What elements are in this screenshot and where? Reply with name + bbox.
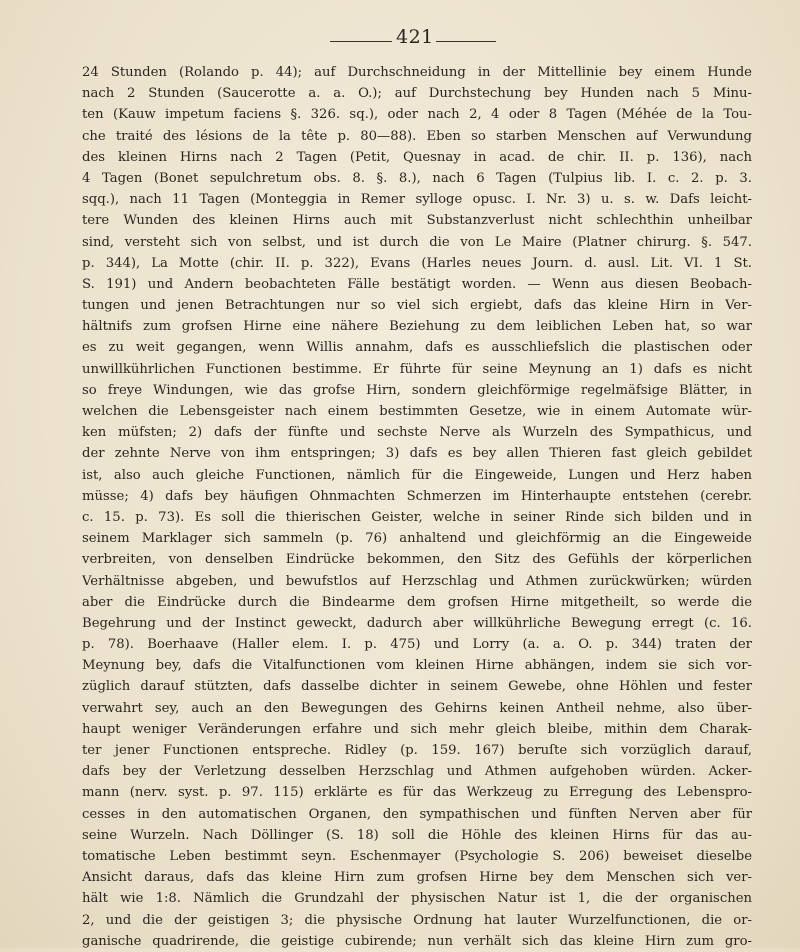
text-line: seinem Marklager sich sammeln (p. 76) anhaltend und gleichförmig an die Eingeweide [82,531,752,547]
text-line: tere Wunden des kleinen Hirns auch mit Substanzverlust nicht schlechthin unheilbar [82,213,752,229]
text-line: ten (Kauw impetum faciens §. 326. sq.), oder nach 2, 4 oder 8 Tagen (Méhée de la Tou- [82,107,752,123]
page-number: 421 [396,26,434,48]
text-line: p. 78). Boerhaave (Haller elem. I. p. 475) und Lorry (a. a. O. p. 344) traten der [82,637,752,653]
text-line: verbreiten, von denselben Eindrücke bekommen, den Sitz des Gefühls der körperlichen [82,552,752,568]
text-line: S. 191) und Andern beobachteten Fälle bestätigt worden. — Wenn aus diesen Beobach- [82,276,752,292]
text-line: es zu weit gegangen, wenn Willis annahm, dafs es ausschliefslich die plastischen oder [82,340,752,356]
text-line: dafs bey der Verletzung desselben Herzschlag und Athmen aufgehoben würden. Acker- [82,764,752,780]
text-line: verwahrt sey, auch an den Bewegungen des Gehirns keinen Antheil nehme, also über- [82,700,752,716]
text-line: hältnifs zum grofsen Hirne eine nähere Beziehung zu dem leiblichen Leben hat, so war [82,319,752,335]
text-line: c. 15. p. 73). Es soll die thierischen Geister, welche in seiner Rinde sich bilden und in [82,509,752,525]
text-line: ist, also auch gleiche Functionen, nämlich für die Eingeweide, Lungen und Herz haben [82,467,752,483]
text-line: müsse; 4) dafs bey häufigen Ohnmachten Schmerzen im Hinterhaupte entstehen (cerebr. [82,488,752,504]
text-line: tungen und jenen Betrachtungen nur so viel sich ergiebt, dafs das kleine Hirn in Ver- [82,298,752,314]
text-line: cesses in den automatischen Organen, den sympathischen und fünften Nerven aber für [82,806,752,822]
header-rule-left [330,41,392,42]
text-line: welchen die Lebensgeister nach einem bestimmten Gesetze, wie in einem Automate wür- [82,404,752,419]
text-line: Begehrung und der Instinct geweckt, dadurch aber willkührliche Bewegung erregt (c. 16. [82,615,752,631]
text-line: ganische quadrirende, die geistige cubirende; nun verhält sich das kleine Hirn zum gro- [82,933,752,949]
text-line: 24 Stunden (Rolando p. 44); auf Durchschneidung in der Mittellinie bey einem Hunde [82,65,752,80]
body-text [82,62,752,952]
text-line: tomatische Leben bestimmt seyn. Eschenmayer (Psychologie S. 206) beweiset dieselbe [82,848,752,864]
text-line: Verhältnisse abgeben, und bewufstlos auf Herzschlag und Athmen zurückwürken; würden [82,573,752,589]
text-line: haupt weniger Veränderungen erfahre und sich mehr gleich bleibe, mithin dem Charak- [82,721,752,737]
text-line: nach 2 Stunden (Saucerotte a. a. O.); auf Durchstechung bey Hunden nach 5 Minu- [82,86,752,102]
text-line: mann (nerv. syst. p. 97. 115) erklärte es für das Werkzeug zu Erregung des Lebenspro- [82,785,752,801]
header-rule-right [436,41,496,42]
text-line: des kleinen Hirns nach 2 Tagen (Petit, Quesnay in acad. de chir. II. p. 136), nach [82,149,752,165]
text-line: ken müfsten; 2) dafs der fünfte und sechste Nerve als Wurzeln des Sympathicus, und [82,425,752,441]
page-header [0,24,800,54]
text-line: 4 Tagen (Bonet sepulchretum obs. 8. §. 8.), nach 6 Tagen (Tulpius lib. I. c. 2. p. 3. [82,170,752,186]
text-line: ter jener Functionen entspreche. Ridley (p. 159. 167) beruſte sich vorzüglich darauf, [82,743,752,758]
text-line: aber die Eindrücke durch die Bindearme dem grofsen Hirne mitgetheilt, so werde die [82,594,752,610]
text-line: p. 344), La Motte (chir. II. p. 322), Evans (Harles neues Journ. d. ausl. Lit. VI. 1 St. [82,255,752,271]
text-line: che traité des lésions de la tête p. 80—88). Eben so starben Menschen auf Verwundung [82,128,752,144]
text-line: unwillkührlichen Functionen bestimme. Er führte für seine Meynung an 1) dafs es nicht [82,361,752,377]
text-line: züglich darauf stützten, dafs dasselbe dichter in seinem Gewebe, ohne Höhlen und fester [82,679,752,695]
text-line: hält wie 1:8. Nämlich die Grundzahl der physischen Natur ist 1, die der organischen [82,891,752,907]
text-line: der zehnte Nerve von ihm entspringen; 3) dafs es bey allen Thieren fast gleich gebildet [82,446,752,462]
text-line: seine Wurzeln. Nach Döllinger (S. 18) soll die Höhle des kleinen Hirns für das au- [82,827,752,843]
text-line: Ansicht daraus, dafs das kleine Hirn zum grofsen Hirne bey dem Menschen sich ver- [82,870,752,886]
text-line: 2, und die der geistigen 3; die physische Ordnung hat lauter Wurzelfunctionen, die or- [82,912,752,928]
text-line: Meynung bey, dafs die Vitalfunctionen vom kleinen Hirne abhängen, indem sie sich vor- [82,658,752,674]
text-line: sind, versteht sich von selbst, und ist durch die von Le Maire (Platner chirurg. §. 547. [82,234,752,250]
text-line: sqq.), nach 11 Tagen (Monteggia in Remer sylloge opusc. I. Nr. 3) u. s. w. Dafs leicht- [82,192,752,208]
text-line: so freye Windungen, wie das grofse Hirn, sondern gleichförmige regelmäfsige Blätter, in [82,382,752,398]
